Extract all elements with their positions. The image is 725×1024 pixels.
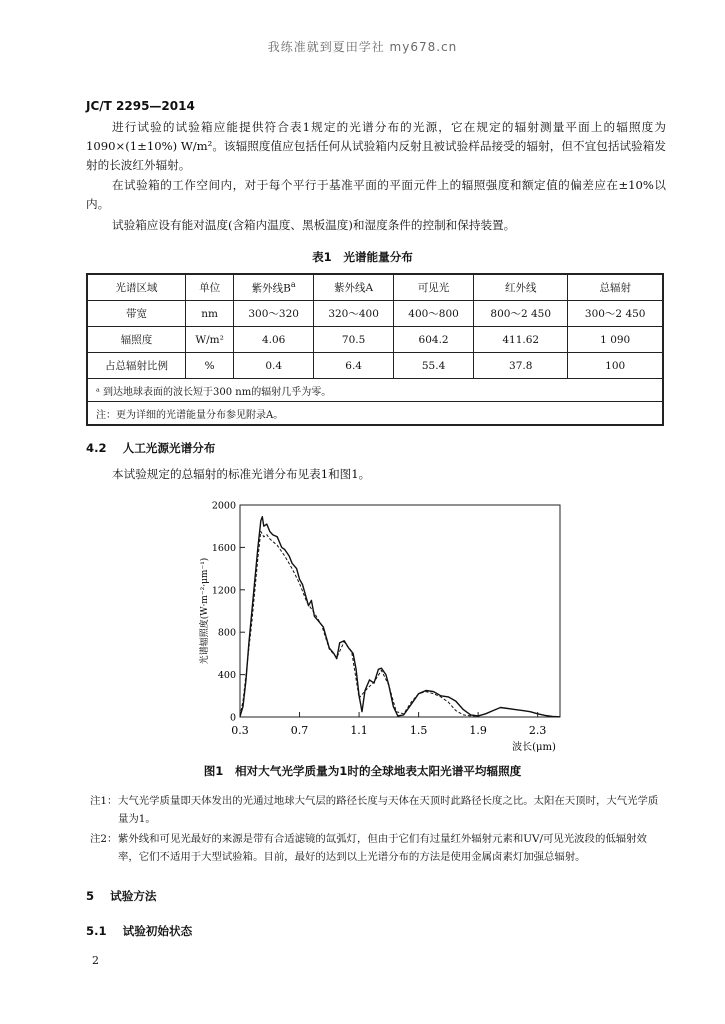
note-text: 紫外线和可见光最好的来源是带有合适滤镜的氙弧灯，但由于它们有过量红外辐射元素和UV/可见光波段的低辐射效率，它们不适用于大型试验箱。目前，最好的达到以上光谱分布的方法是使用金属卤素灯加强总辐射。 bbox=[118, 833, 647, 863]
y-tick-label: 400 bbox=[217, 670, 236, 682]
note-2 bbox=[90, 830, 666, 866]
table-header-cell: 光谱区域 bbox=[87, 274, 186, 301]
table-cell: 400～800 bbox=[394, 301, 474, 327]
table-note: 注：更为详细的光谱能量分布参见附录A。 bbox=[87, 402, 663, 426]
table-cell: 100 bbox=[568, 353, 663, 379]
y-tick-label: 0 bbox=[229, 712, 236, 724]
table-cell: 带宽 bbox=[87, 301, 186, 327]
y-tick-label: 1200 bbox=[211, 585, 236, 597]
paragraph-light-source: 进行试验的试验箱应能提供符合表1规定的光谱分布的光源，它在规定的辐射测量平面上的辐照度为1090×(1±10%) W/m²。该辐照度值应包括任何从试验箱内反射且被试验样品接受的辐射，但不宜包括试验箱发射的长波红外辐射。 bbox=[86, 120, 666, 172]
spectrum-line-dashed bbox=[240, 532, 478, 716]
note-1 bbox=[90, 792, 666, 828]
table-cell: W/m² bbox=[186, 327, 234, 353]
table-row bbox=[87, 327, 663, 353]
table-cell: 占总辐射比例 bbox=[87, 353, 186, 379]
section-number: 5.1 bbox=[86, 924, 107, 938]
section-number: 5 bbox=[86, 889, 95, 903]
figure-caption: 图1 相对大气光学质量为1时的全球地表太阳光谱平均辐照度 bbox=[203, 764, 522, 778]
standard-code: JC/T 2295—2014 bbox=[86, 99, 195, 113]
table-cell: 55.4 bbox=[394, 353, 474, 379]
y-axis-label: 光谱辐照度(W·m⁻²·μm⁻¹) bbox=[200, 557, 210, 665]
table-cell: 0.4 bbox=[234, 353, 314, 379]
table-caption: 表1 光谱能量分布 bbox=[312, 250, 413, 264]
table-header-cell: 可见光 bbox=[394, 274, 474, 301]
x-tick-label: 2.3 bbox=[528, 724, 547, 737]
table-footnote: ᵃ 到达地球表面的波长短于300 nm的辐射几乎为零。 bbox=[87, 379, 663, 402]
table-cell: 800～2 450 bbox=[474, 301, 568, 327]
table-note-row bbox=[87, 402, 663, 426]
spectrum-chart bbox=[190, 495, 570, 755]
chart-series bbox=[240, 517, 560, 717]
table-cell: 604.2 bbox=[394, 327, 474, 353]
table-cell: 辐照度 bbox=[87, 327, 186, 353]
spectrum-table bbox=[86, 273, 664, 426]
section-number: 4.2 bbox=[86, 441, 107, 455]
table-cell: 37.8 bbox=[474, 353, 568, 379]
page-number: 2 bbox=[92, 954, 99, 967]
y-tick-label: 1600 bbox=[211, 542, 236, 554]
table-header-cell: 紫外线A bbox=[314, 274, 394, 301]
table-header-cell: 单位 bbox=[186, 274, 234, 301]
table-header-cell: 总辐射 bbox=[568, 274, 663, 301]
x-tick-label: 0.3 bbox=[231, 724, 249, 737]
paragraph-controls: 试验箱应设有能对温度(含箱内温度、黑板温度)和湿度条件的控制和保持装置。 bbox=[112, 218, 516, 232]
watermark: 我练准就到夏田学社 my678.cn bbox=[267, 40, 458, 54]
section-title: 试验方法 bbox=[110, 889, 157, 903]
table-row bbox=[87, 301, 663, 327]
table-cell: % bbox=[186, 353, 234, 379]
table-footnote-row bbox=[87, 379, 663, 402]
note-text: 大气光学质量即天体发出的光通过地球大气层的路径长度与天体在天顶时此路径长度之比。太阳在天顶时，大气光学质量为1。 bbox=[118, 795, 659, 825]
plot-area bbox=[240, 505, 560, 717]
spectrum-line-solid bbox=[240, 517, 560, 717]
section-5-1-heading bbox=[86, 923, 192, 939]
y-tick-label: 2000 bbox=[211, 500, 236, 512]
section-4-2-heading bbox=[86, 440, 215, 456]
table-cell: 1 090 bbox=[568, 327, 663, 353]
section-title: 试验初始状态 bbox=[122, 924, 193, 938]
table-header-cell bbox=[234, 274, 314, 301]
x-tick-label: 1.9 bbox=[469, 724, 487, 737]
y-tick-label: 800 bbox=[217, 627, 236, 639]
table-row bbox=[87, 353, 663, 379]
x-tick-label: 1.1 bbox=[350, 724, 368, 737]
header-label: 紫外线B bbox=[251, 282, 291, 295]
table-cell: 320～400 bbox=[314, 301, 394, 327]
table-header-row bbox=[87, 274, 663, 301]
x-axis-label: 波长(μm) bbox=[512, 742, 556, 753]
note-label: 注1： bbox=[90, 795, 118, 807]
table-cell: 70.5 bbox=[314, 327, 394, 353]
x-tick-label: 0.7 bbox=[290, 724, 309, 737]
table-cell: 411.62 bbox=[474, 327, 568, 353]
paragraph-uniformity: 在试验箱的工作空间内，对于每个平行于基准平面的平面元件上的辐照强度和额定值的偏差应在±10%以内。 bbox=[86, 178, 666, 211]
paragraph-4-2: 本试验规定的总辐射的标准光谱分布见表1和图1。 bbox=[112, 467, 371, 481]
section-5-heading bbox=[86, 888, 157, 904]
table-cell: nm bbox=[186, 301, 234, 327]
axis-ticks bbox=[212, 501, 547, 738]
footnote-marker: a bbox=[290, 279, 296, 289]
table-cell: 300～320 bbox=[234, 301, 314, 327]
x-tick-label: 1.5 bbox=[409, 724, 428, 737]
table-cell: 300～2 450 bbox=[568, 301, 663, 327]
section-title: 人工光源光谱分布 bbox=[122, 441, 216, 455]
table-cell: 6.4 bbox=[314, 353, 394, 379]
table-cell: 4.06 bbox=[234, 327, 314, 353]
table-header-cell: 红外线 bbox=[474, 274, 568, 301]
note-label: 注2： bbox=[90, 833, 118, 845]
